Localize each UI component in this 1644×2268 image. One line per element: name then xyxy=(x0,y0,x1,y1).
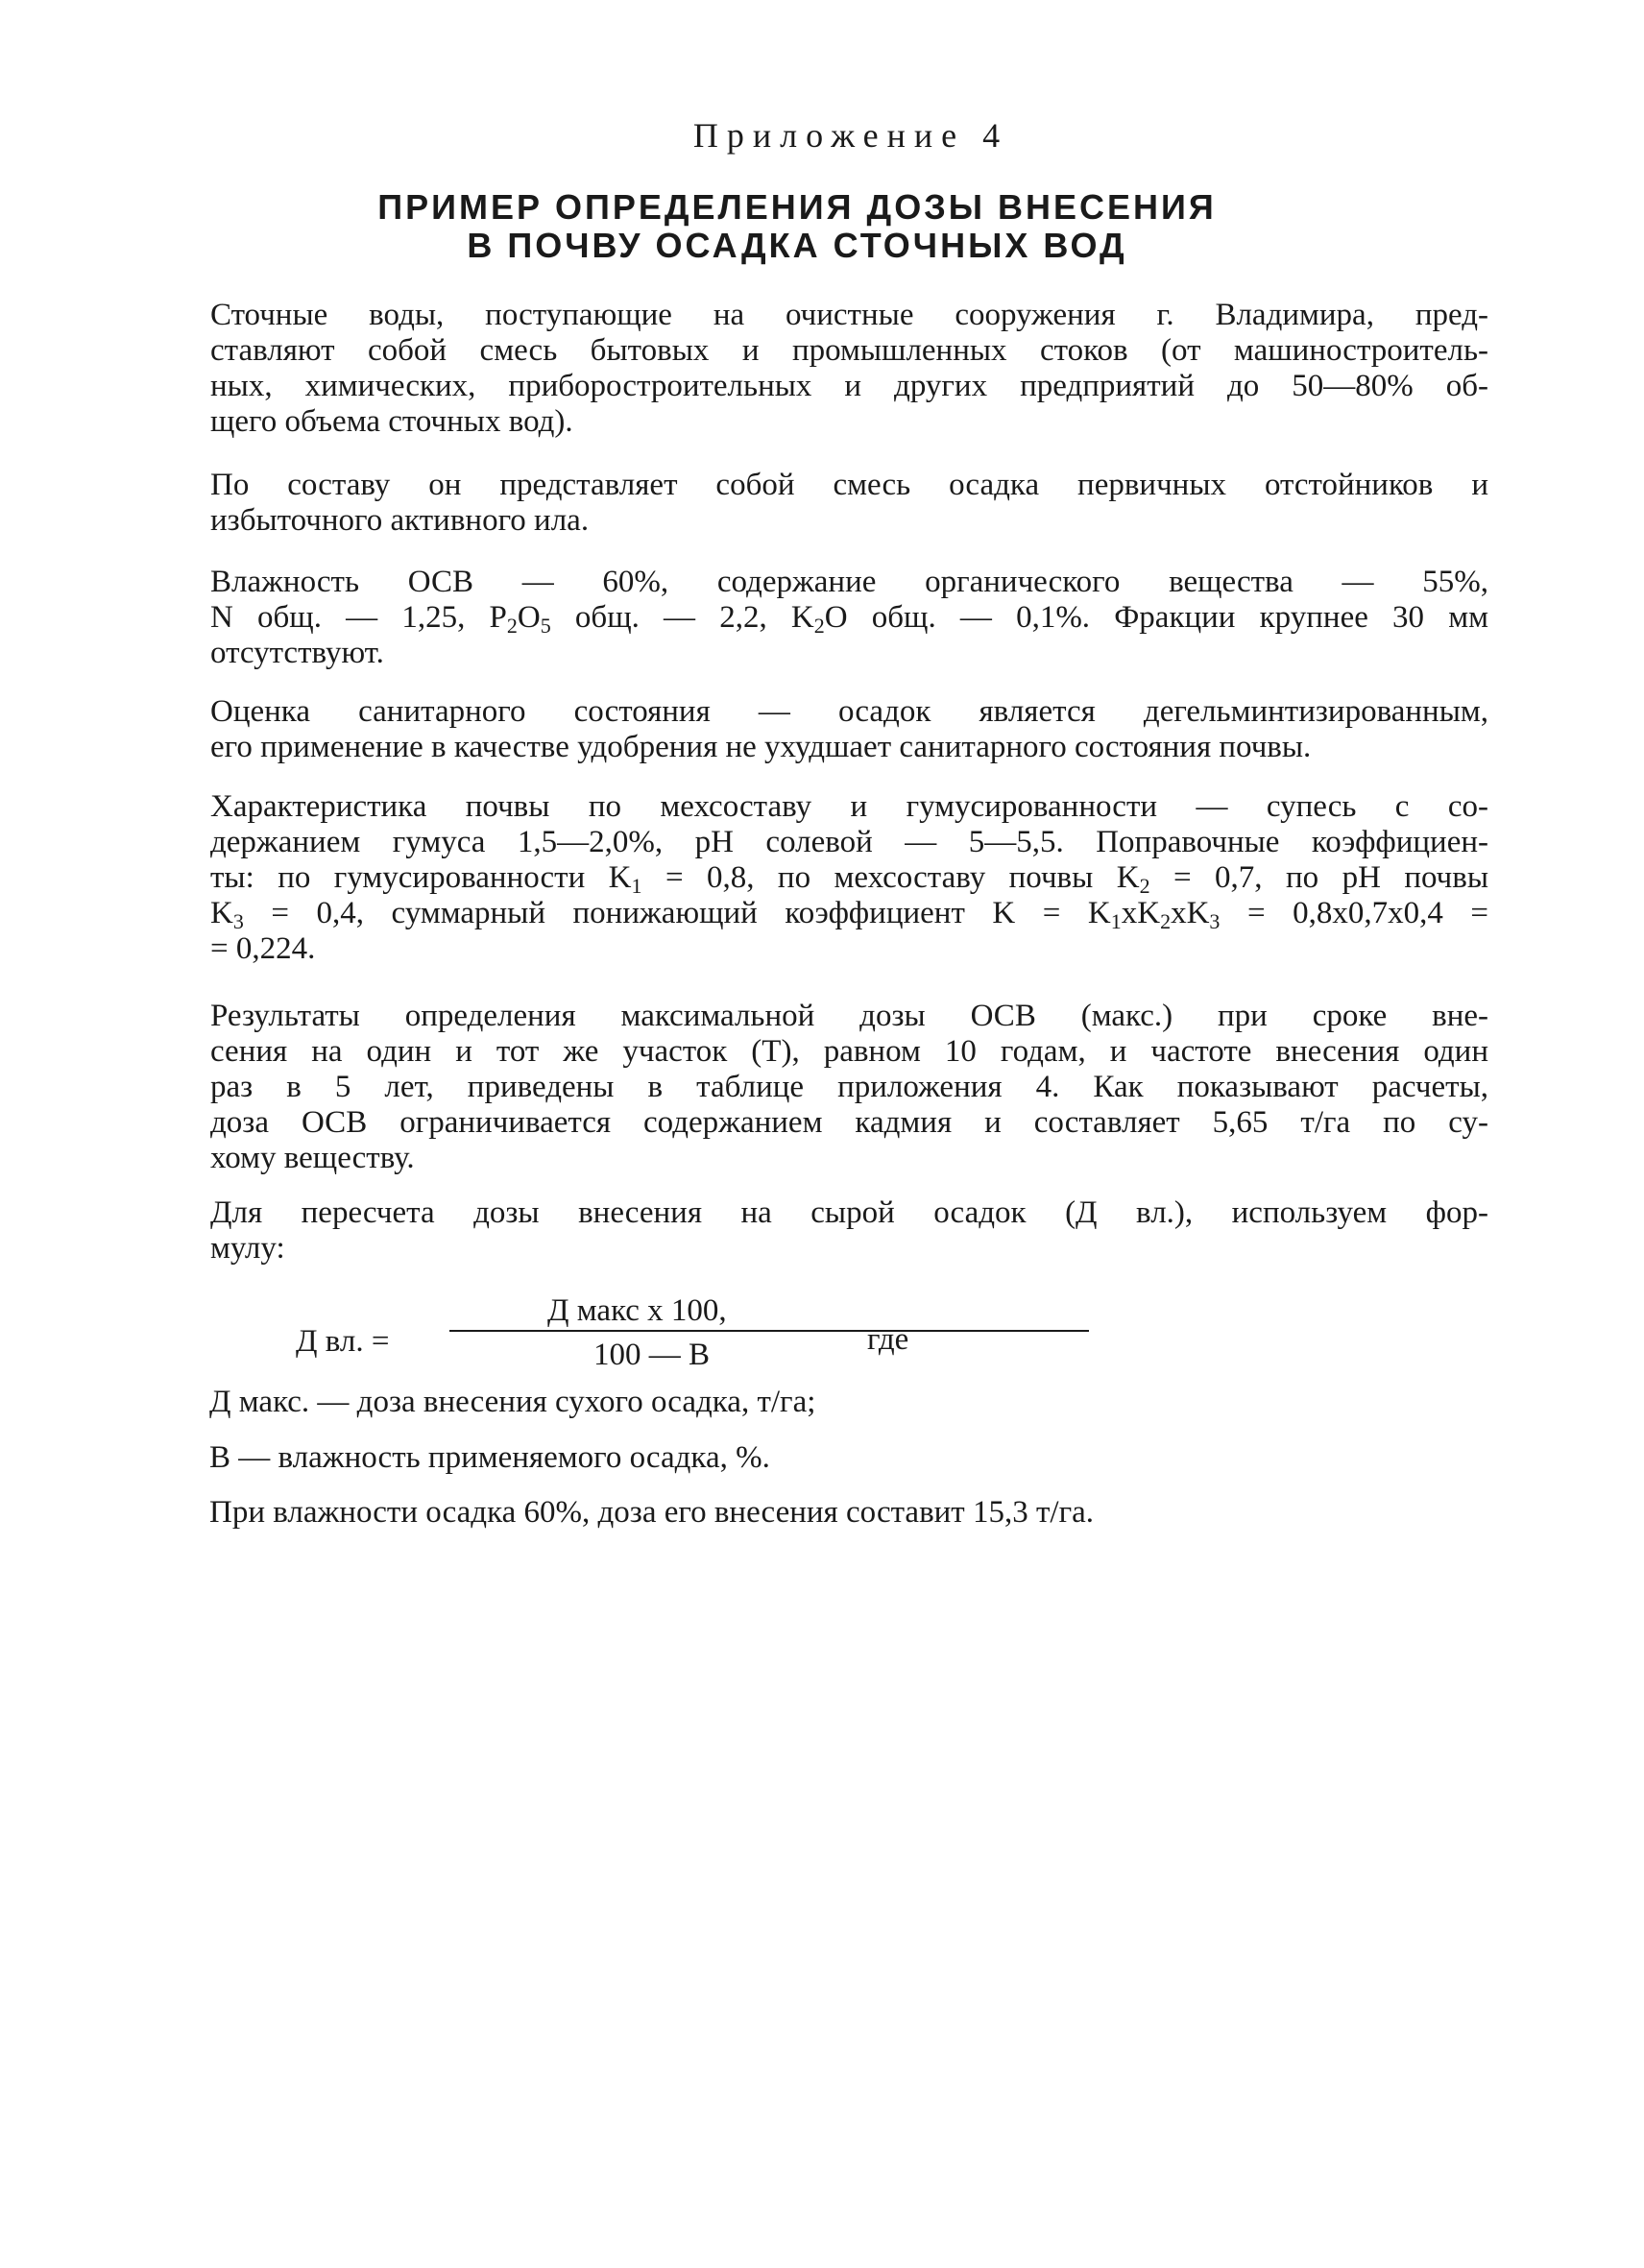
text-line: отсутствуют. xyxy=(210,636,384,670)
text-line: избыточного активного ила. xyxy=(210,503,590,538)
text-line: хому веществу. xyxy=(210,1141,415,1175)
text-line: Характеристика почвы по мехсоставу и гумусированности — супесь с со- xyxy=(210,789,1488,824)
dose-formula xyxy=(288,1291,960,1387)
paragraph-formula-intro xyxy=(201,1195,1488,1267)
paragraph-wastewater-source xyxy=(201,298,1488,440)
definition-moisture: В — влажность применяемого осадка, %. xyxy=(209,1440,770,1475)
text-line: ных, химических, приборостроительных и других предприятий до 50—80% об- xyxy=(210,369,1488,403)
paragraph-soil-characteristics xyxy=(201,789,1488,967)
text-line: Для пересчета дозы внесения на сырой осадок (Д вл.), используем фор- xyxy=(210,1195,1488,1230)
document-title xyxy=(317,188,1277,265)
appendix-label: Приложение 4 xyxy=(692,116,1009,155)
text-line: раз в 5 лет, приведены в таблице приложения 4. Как показывают расчеты, xyxy=(210,1070,1488,1104)
text-line: сения на один и тот же участок (Т), равном 10 годам, и частоте внесения один xyxy=(210,1034,1488,1069)
text-line: держанием гумуса 1,5—2,0%, pH солевой — 5—5,5. Поправочные коэффициен- xyxy=(210,825,1488,859)
paragraph-results xyxy=(201,999,1488,1176)
text-line: мулу: xyxy=(210,1231,285,1266)
text-line: ты: по гумусированности $K_1 = 0,8$, по мехсоставу почвы $K_2 = 0,7$, по pH почвы xyxy=(210,860,1488,898)
formula-lhs: Д вл. = xyxy=(296,1324,390,1359)
text-line: Влажность ОСВ — 60%, содержание органического вещества — 55%, xyxy=(210,565,1488,599)
formula-denominator: 100 — В xyxy=(593,1338,711,1372)
text-line: его применение в качестве удобрения не ухудшает санитарного состояния почвы. xyxy=(210,730,1312,764)
fraction-bar xyxy=(449,1330,1089,1332)
definition-dry-dose: Д макс. — доза внесения сухого осадка, т/га; xyxy=(209,1385,816,1419)
text-line: Сточные воды, поступающие на очистные сооружения г. Владимира, пред- xyxy=(210,298,1488,332)
text-line: Результаты определения максимальной дозы ОСВ (макс.) при сроке вне- xyxy=(210,999,1488,1033)
text-line: доза ОСВ ограничивается содержанием кадмия и составляет 5,65 т/га по су- xyxy=(210,1105,1488,1140)
result-statement: При влажности осадка 60%, доза его внесения составит 15,3 т/га. xyxy=(209,1495,1095,1530)
title-line-1: ПРИМЕР ОПРЕДЕЛЕНИЯ ДОЗЫ ВНЕСЕНИЯ xyxy=(377,187,1217,227)
paragraph-moisture-content xyxy=(201,565,1488,671)
paragraph-sanitary-assessment xyxy=(201,694,1488,765)
text-line: По составу он представляет собой смесь осадка первичных отстойников и xyxy=(210,468,1488,502)
text-line: Оценка санитарного состояния — осадок является дегельминтизированным, xyxy=(210,694,1488,729)
text-line: N общ. — 1,25, $P_2O_5$ общ. — 2,2, $K_2O$ общ. — 0,1%. Фракции крупнее 30 мм xyxy=(210,600,1488,638)
text-line: $K_3 = 0,4$, суммарный понижающий коэффициент $K = K_1xK_2xK_3 = 0,8x0,7x0,4$ = xyxy=(210,896,1488,933)
paragraph-composition xyxy=(201,468,1488,539)
formula-numerator: Д макс х 100, xyxy=(547,1293,727,1328)
text-line: щего объема сточных вод). xyxy=(210,404,573,439)
formula-where: где xyxy=(867,1322,909,1357)
text-line: = 0,224. xyxy=(210,931,316,966)
title-line-2: В ПОЧВУ ОСАДКА СТОЧНЫХ ВОД xyxy=(467,226,1127,265)
text-line: ставляют собой смесь бытовых и промышленных стоков (от машиностроитель- xyxy=(210,333,1488,368)
